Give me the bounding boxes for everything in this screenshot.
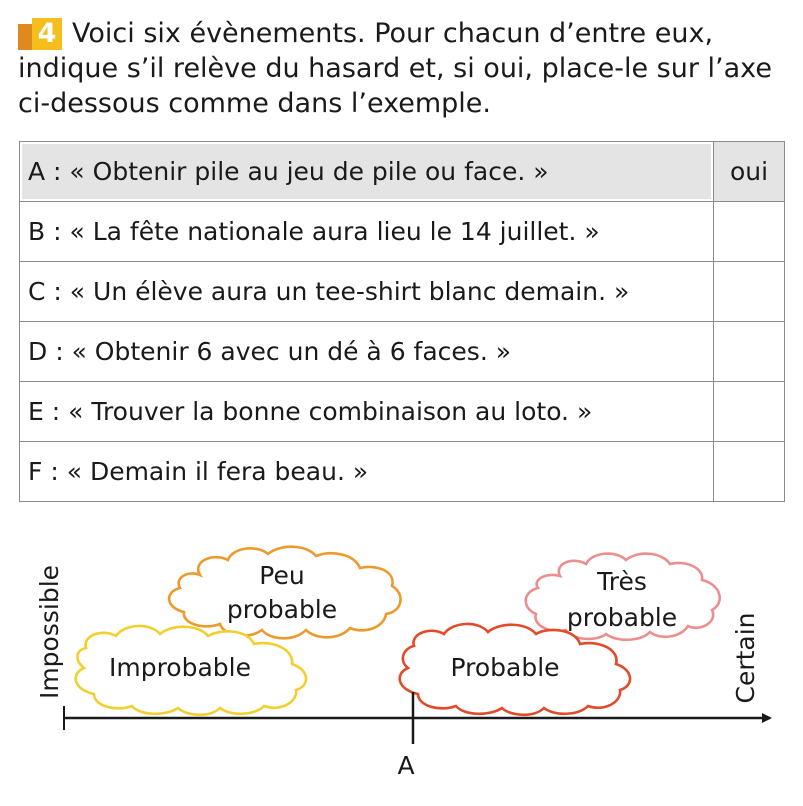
answer-cell[interactable] [714, 442, 785, 502]
probability-axis [0, 540, 803, 802]
marker-a-label: A [397, 751, 415, 780]
axis-label-impossible: Impossible [35, 564, 64, 700]
table-row [20, 262, 785, 322]
answer-cell[interactable] [714, 382, 785, 442]
exercise-instruction: Voici six évènements. Pour chacun d’entre eux, indique s’il relève du hasard et, si oui, place-le sur l’axe ci-dessous comme dans l’exemple. [18, 18, 772, 119]
table-row [20, 202, 785, 262]
event-statement: D : « Obtenir 6 avec un dé à 6 faces. » [20, 322, 714, 382]
event-statement: B : « La fête nationale aura lieu le 14 juillet. » [20, 202, 714, 262]
table-row [20, 322, 785, 382]
answer-cell[interactable] [714, 202, 785, 262]
cloud-improbable-label: Improbable [108, 653, 252, 682]
events-table [19, 141, 785, 502]
event-statement: E : « Trouver la bonne combinaison au loto. » [20, 382, 714, 442]
axis-label-certain: Certain [731, 612, 760, 704]
event-statement: F : « Demain il fera beau. » [20, 442, 714, 502]
event-statement: C : « Un élève aura un tee-shirt blanc demain. » [20, 262, 714, 322]
exercise-number: 4 [32, 18, 62, 50]
table-row [20, 142, 785, 202]
cloud-tres-probable-line1: Très [597, 567, 647, 596]
cloud-tres-probable-line2: probable [566, 603, 678, 632]
cloud-peu-probable-line1: Peu [259, 561, 305, 590]
answer-cell[interactable] [714, 262, 785, 322]
answer-cell: oui [714, 142, 785, 202]
answer-cell[interactable] [714, 322, 785, 382]
event-statement: A : « Obtenir pile au jeu de pile ou face. » [20, 142, 714, 202]
cloud-peu-probable-line2: probable [226, 595, 338, 624]
cloud-probable-label: Probable [450, 653, 560, 682]
table-row [20, 442, 785, 502]
table-row [20, 382, 785, 442]
